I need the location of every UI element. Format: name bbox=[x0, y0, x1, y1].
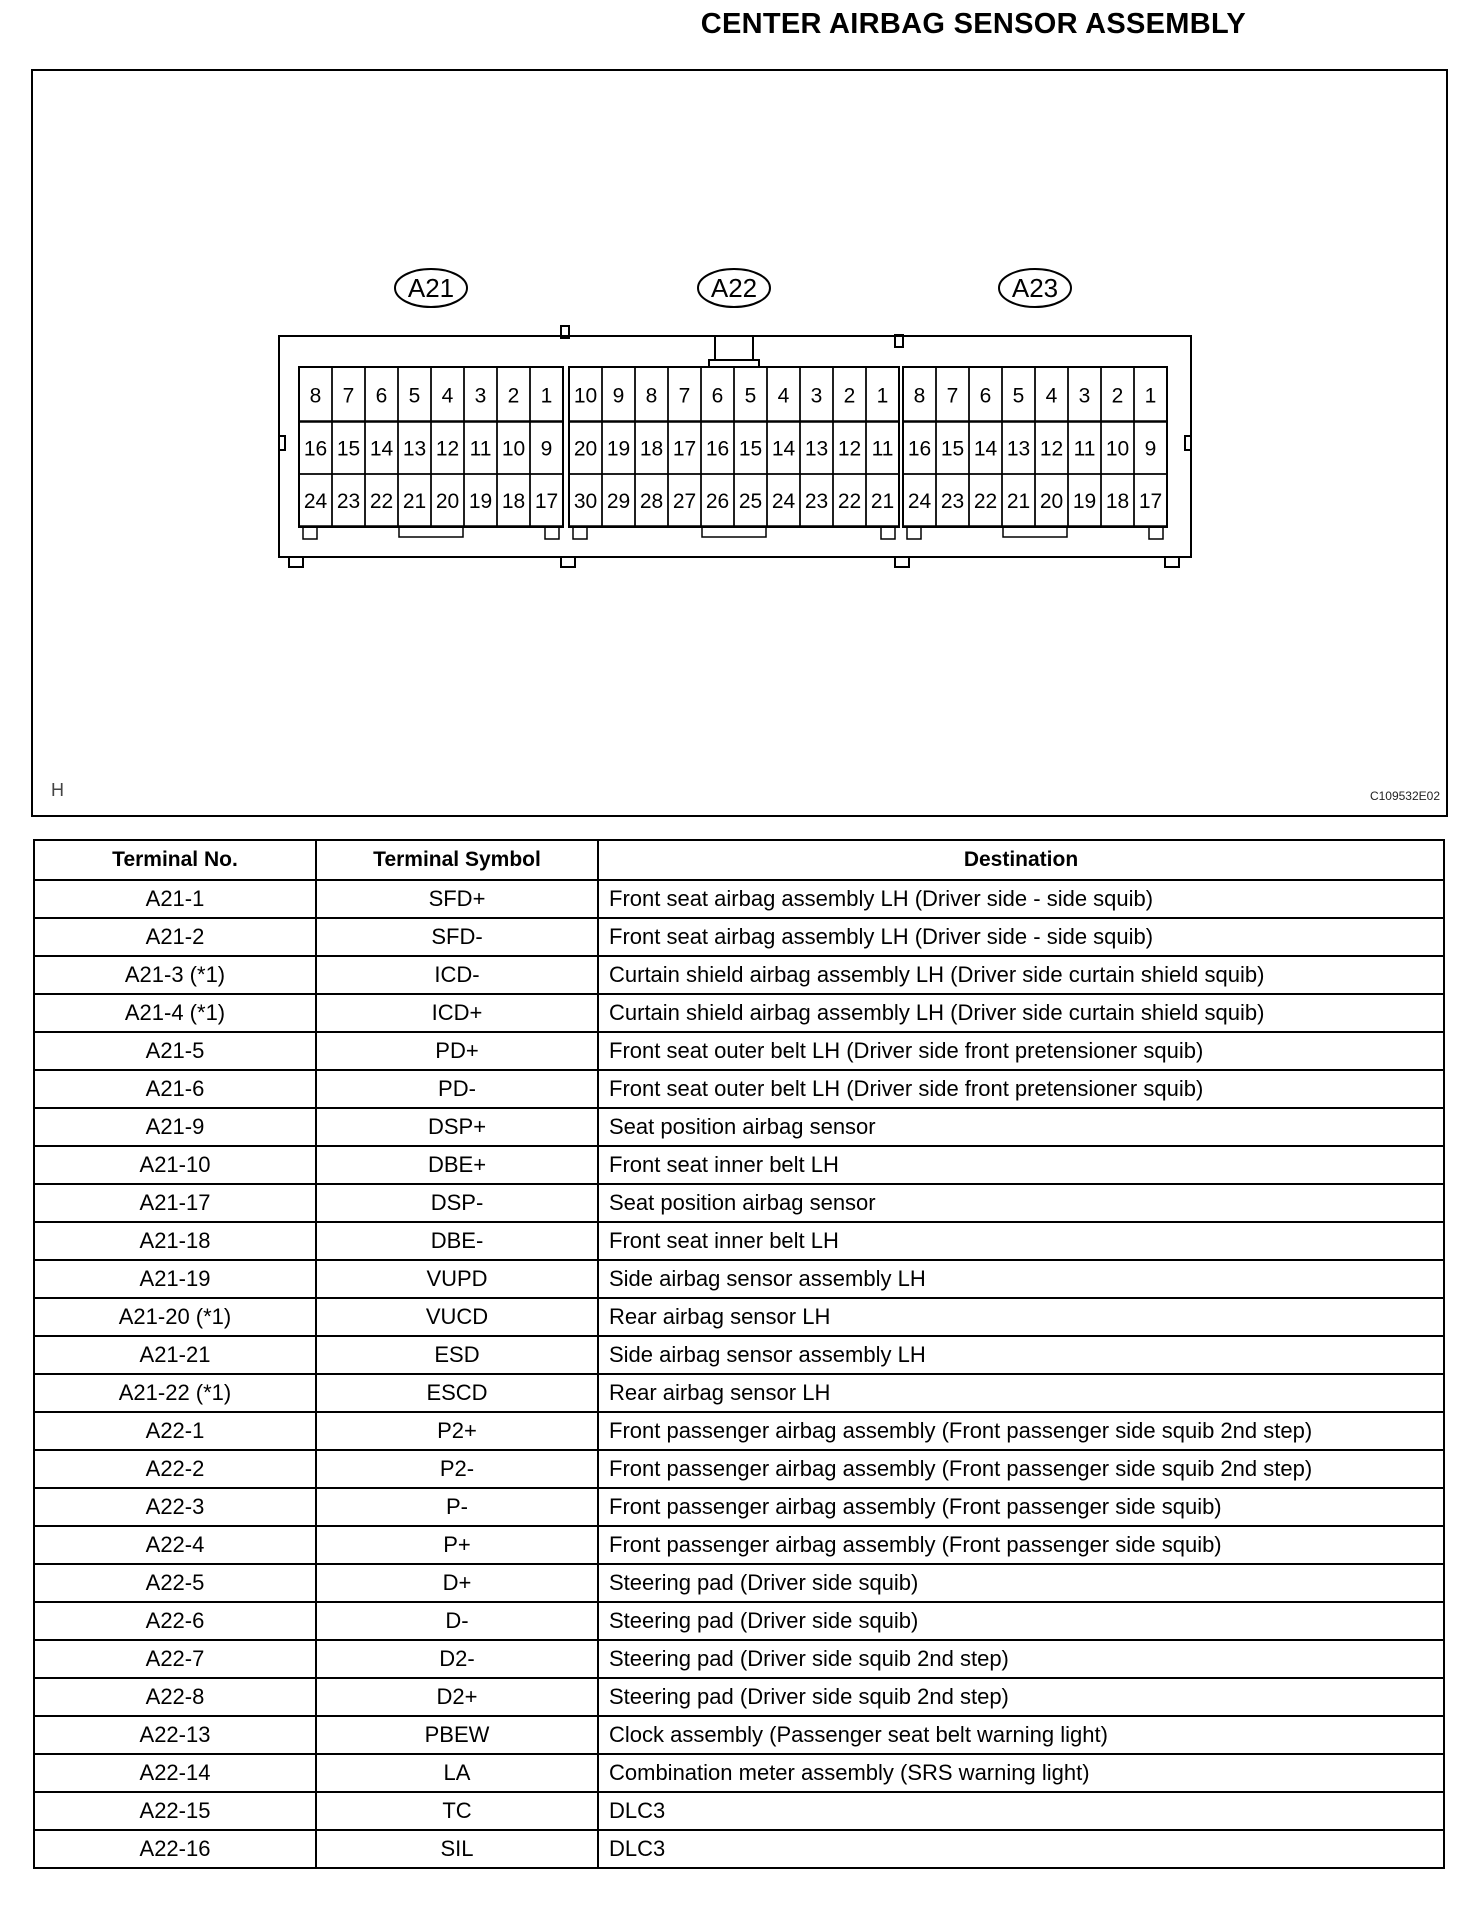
pin-number: 23 bbox=[940, 490, 965, 513]
terminal-no-cell: A22-6 bbox=[34, 1602, 316, 1640]
destination-cell: Steering pad (Driver side squib 2nd step) bbox=[598, 1640, 1444, 1678]
pin-number: 24 bbox=[907, 490, 932, 513]
table-row bbox=[34, 1640, 1444, 1678]
center-rib bbox=[399, 527, 463, 537]
terminal-symbol-cell: DSP+ bbox=[316, 1108, 598, 1146]
pin-number: 14 bbox=[973, 437, 998, 461]
pin-number: 4 bbox=[1045, 384, 1058, 408]
table-row bbox=[34, 1298, 1444, 1336]
pin-number: 16 bbox=[907, 437, 932, 461]
destination-cell: Front passenger airbag assembly (Front passenger side squib) bbox=[598, 1488, 1444, 1526]
pin-number: 29 bbox=[606, 490, 631, 513]
table-row bbox=[34, 1792, 1444, 1830]
pin-number: 26 bbox=[705, 490, 730, 513]
pin-number: 6 bbox=[979, 384, 992, 408]
pin-number: 13 bbox=[402, 437, 427, 461]
table-row bbox=[34, 1412, 1444, 1450]
pin-number: 23 bbox=[804, 490, 829, 513]
table-row bbox=[34, 1032, 1444, 1070]
housing-latch-base bbox=[709, 360, 759, 367]
pin-number: 3 bbox=[810, 384, 823, 408]
housing-foot bbox=[289, 557, 303, 567]
pin-number: 16 bbox=[303, 437, 328, 461]
diagram-corner-label: H bbox=[51, 780, 64, 800]
pin-number: 11 bbox=[469, 437, 492, 461]
pin-number: 4 bbox=[777, 384, 790, 408]
terminal-no-cell: A21-20 (*1) bbox=[34, 1298, 316, 1336]
pin-number: 6 bbox=[375, 384, 388, 408]
terminal-symbol-cell: SFD- bbox=[316, 918, 598, 956]
pin-number: 19 bbox=[606, 437, 631, 461]
destination-cell: Seat position airbag sensor bbox=[598, 1184, 1444, 1222]
connector-diagram bbox=[31, 69, 1448, 817]
pin-number: 20 bbox=[573, 437, 598, 461]
pin-number: 17 bbox=[1138, 490, 1163, 513]
pin-number: 25 bbox=[738, 490, 763, 513]
pin-number: 17 bbox=[534, 490, 559, 513]
pin-number: 14 bbox=[369, 437, 394, 461]
destination-cell: Combination meter assembly (SRS warning light) bbox=[598, 1754, 1444, 1792]
pin-number: 10 bbox=[1105, 437, 1130, 461]
destination-cell: Front passenger airbag assembly (Front passenger side squib 2nd step) bbox=[598, 1450, 1444, 1488]
terminal-symbol-cell: SFD+ bbox=[316, 880, 598, 918]
destination-cell: Steering pad (Driver side squib) bbox=[598, 1564, 1444, 1602]
terminal-no-cell: A21-10 bbox=[34, 1146, 316, 1184]
table-row bbox=[34, 1716, 1444, 1754]
terminal-symbol-cell: TC bbox=[316, 1792, 598, 1830]
table-row bbox=[34, 1830, 1444, 1868]
destination-cell: Steering pad (Driver side squib) bbox=[598, 1602, 1444, 1640]
terminal-no-cell: A22-16 bbox=[34, 1830, 316, 1868]
lock-tab bbox=[303, 527, 317, 539]
terminal-no-cell: A22-14 bbox=[34, 1754, 316, 1792]
pin-number: 15 bbox=[336, 437, 361, 461]
table-row bbox=[34, 1564, 1444, 1602]
pin-number: 13 bbox=[804, 437, 829, 461]
pin-number: 7 bbox=[946, 384, 959, 408]
terminal-no-cell: A21-18 bbox=[34, 1222, 316, 1260]
terminal-symbol-cell: ICD+ bbox=[316, 994, 598, 1032]
terminal-symbol-cell: PD- bbox=[316, 1070, 598, 1108]
pin-number: 1 bbox=[876, 384, 889, 408]
pin-number: 5 bbox=[744, 384, 757, 408]
pin-number: 8 bbox=[913, 384, 926, 408]
pin-number: 21 bbox=[870, 490, 895, 513]
destination-cell: Front passenger airbag assembly (Front passenger side squib) bbox=[598, 1526, 1444, 1564]
table-row bbox=[34, 1070, 1444, 1108]
center-rib bbox=[702, 527, 766, 537]
terminal-no-cell: A21-21 bbox=[34, 1336, 316, 1374]
destination-cell: Rear airbag sensor LH bbox=[598, 1374, 1444, 1412]
destination-cell: Front passenger airbag assembly (Front passenger side squib 2nd step) bbox=[598, 1412, 1444, 1450]
pin-number: 17 bbox=[672, 437, 697, 461]
pin-number: 9 bbox=[612, 384, 625, 408]
terminal-no-cell: A21-3 (*1) bbox=[34, 956, 316, 994]
pin-number: 20 bbox=[1039, 490, 1064, 513]
terminal-no-cell: A21-17 bbox=[34, 1184, 316, 1222]
destination-cell: Front seat outer belt LH (Driver side front pretensioner squib) bbox=[598, 1032, 1444, 1070]
pin-number: 21 bbox=[402, 490, 427, 513]
housing-side-notch bbox=[1185, 436, 1191, 450]
housing-foot bbox=[895, 557, 909, 567]
table-row bbox=[34, 1678, 1444, 1716]
pin-number: 23 bbox=[336, 490, 361, 513]
header-destination: Destination bbox=[598, 840, 1444, 880]
terminal-symbol-cell: DBE- bbox=[316, 1222, 598, 1260]
pin-number: 8 bbox=[309, 384, 322, 408]
terminal-symbol-cell: P2+ bbox=[316, 1412, 598, 1450]
destination-cell: DLC3 bbox=[598, 1830, 1444, 1868]
terminal-symbol-cell: ESD bbox=[316, 1336, 598, 1374]
terminal-no-cell: A22-3 bbox=[34, 1488, 316, 1526]
header-terminal-no: Terminal No. bbox=[34, 840, 316, 880]
center-rib bbox=[1003, 527, 1067, 537]
pin-number: 22 bbox=[837, 490, 862, 513]
terminal-no-cell: A22-8 bbox=[34, 1678, 316, 1716]
pin-number: 18 bbox=[639, 437, 664, 461]
table-row bbox=[34, 994, 1444, 1032]
pin-number: 5 bbox=[1012, 384, 1025, 408]
terminal-symbol-cell: P2- bbox=[316, 1450, 598, 1488]
terminal-no-cell: A22-5 bbox=[34, 1564, 316, 1602]
pin-number: 12 bbox=[1039, 437, 1064, 461]
destination-cell: Curtain shield airbag assembly LH (Driver side curtain shield squib) bbox=[598, 956, 1444, 994]
destination-cell: Front seat airbag assembly LH (Driver side - side squib) bbox=[598, 918, 1444, 956]
terminal-no-cell: A21-19 bbox=[34, 1260, 316, 1298]
connector-id-label: A22 bbox=[710, 273, 758, 303]
destination-cell: Front seat outer belt LH (Driver side front pretensioner squib) bbox=[598, 1070, 1444, 1108]
terminal-symbol-cell: VUCD bbox=[316, 1298, 598, 1336]
terminal-symbol-cell: D2- bbox=[316, 1640, 598, 1678]
table-row bbox=[34, 1526, 1444, 1564]
pin-number: 24 bbox=[771, 490, 796, 513]
table-body bbox=[34, 880, 1444, 1868]
terminal-no-cell: A21-4 (*1) bbox=[34, 994, 316, 1032]
table-row bbox=[34, 880, 1444, 918]
connector-id-label: A23 bbox=[1011, 273, 1059, 303]
terminal-symbol-cell: SIL bbox=[316, 1830, 598, 1868]
pin-number: 9 bbox=[540, 437, 553, 461]
pin-number: 22 bbox=[973, 490, 998, 513]
terminal-no-cell: A22-2 bbox=[34, 1450, 316, 1488]
pin-number: 2 bbox=[507, 384, 520, 408]
page-title: CENTER AIRBAG SENSOR ASSEMBLY bbox=[700, 8, 1246, 40]
lock-tab bbox=[907, 527, 921, 539]
pin-number: 10 bbox=[501, 437, 526, 461]
table-row bbox=[34, 1260, 1444, 1298]
table-row bbox=[34, 1754, 1444, 1792]
terminal-no-cell: A21-5 bbox=[34, 1032, 316, 1070]
pin-number: 10 bbox=[573, 384, 598, 408]
pin-number: 13 bbox=[1006, 437, 1031, 461]
destination-cell: Side airbag sensor assembly LH bbox=[598, 1260, 1444, 1298]
destination-cell: Front seat airbag assembly LH (Driver side - side squib) bbox=[598, 880, 1444, 918]
pin-number: 24 bbox=[303, 490, 328, 513]
pin-number: 28 bbox=[639, 490, 664, 513]
pin-number: 7 bbox=[678, 384, 691, 408]
pin-number: 18 bbox=[1105, 490, 1130, 513]
lock-tab bbox=[545, 527, 559, 539]
terminal-no-cell: A21-2 bbox=[34, 918, 316, 956]
pin-number: 12 bbox=[435, 437, 460, 461]
table-row bbox=[34, 1602, 1444, 1640]
connector-svg bbox=[33, 71, 1446, 815]
housing-side-notch bbox=[279, 436, 285, 450]
terminal-symbol-cell: VUPD bbox=[316, 1260, 598, 1298]
table-row bbox=[34, 1222, 1444, 1260]
lock-tab bbox=[881, 527, 895, 539]
pin-number: 1 bbox=[1144, 384, 1157, 408]
pin-number: 30 bbox=[573, 490, 598, 513]
destination-cell: Front seat inner belt LH bbox=[598, 1222, 1444, 1260]
pin-number: 6 bbox=[711, 384, 724, 408]
terminal-symbol-cell: P+ bbox=[316, 1526, 598, 1564]
pin-number: 14 bbox=[771, 437, 796, 461]
pin-number: 3 bbox=[474, 384, 487, 408]
destination-cell: Steering pad (Driver side squib 2nd step) bbox=[598, 1678, 1444, 1716]
destination-cell: Curtain shield airbag assembly LH (Driver side curtain shield squib) bbox=[598, 994, 1444, 1032]
terminal-symbol-cell: D+ bbox=[316, 1564, 598, 1602]
lock-tab bbox=[1149, 527, 1163, 539]
terminal-symbol-cell: PBEW bbox=[316, 1716, 598, 1754]
pin-number: 21 bbox=[1006, 490, 1031, 513]
terminal-no-cell: A21-6 bbox=[34, 1070, 316, 1108]
pin-number: 1 bbox=[540, 384, 553, 408]
housing-foot bbox=[1165, 557, 1179, 567]
pin-number: 4 bbox=[441, 384, 454, 408]
terminal-symbol-cell: D2+ bbox=[316, 1678, 598, 1716]
terminal-symbol-cell: PD+ bbox=[316, 1032, 598, 1070]
terminal-no-cell: A22-4 bbox=[34, 1526, 316, 1564]
terminal-no-cell: A22-13 bbox=[34, 1716, 316, 1754]
terminal-no-cell: A21-1 bbox=[34, 880, 316, 918]
pin-number: 20 bbox=[435, 490, 460, 513]
pin-number: 18 bbox=[501, 490, 526, 513]
pin-number: 22 bbox=[369, 490, 394, 513]
table-row bbox=[34, 1450, 1444, 1488]
pin-number: 27 bbox=[672, 490, 697, 513]
connector-id-label: A21 bbox=[407, 273, 455, 303]
table-row bbox=[34, 1108, 1444, 1146]
terminal-no-cell: A22-7 bbox=[34, 1640, 316, 1678]
pin-number: 12 bbox=[837, 437, 862, 461]
destination-cell: DLC3 bbox=[598, 1792, 1444, 1830]
pin-number: 3 bbox=[1078, 384, 1091, 408]
pin-number: 19 bbox=[1072, 490, 1097, 513]
destination-cell: Seat position airbag sensor bbox=[598, 1108, 1444, 1146]
pin-number: 15 bbox=[738, 437, 763, 461]
terminal-symbol-cell: D- bbox=[316, 1602, 598, 1640]
housing-foot bbox=[561, 557, 575, 567]
pin-number: 9 bbox=[1144, 437, 1157, 461]
terminal-symbol-cell: ESCD bbox=[316, 1374, 598, 1412]
pin-number: 8 bbox=[645, 384, 658, 408]
pin-number: 19 bbox=[468, 490, 493, 513]
pin-number: 7 bbox=[342, 384, 355, 408]
table-row bbox=[34, 1374, 1444, 1412]
table-row bbox=[34, 1184, 1444, 1222]
terminal-no-cell: A21-22 (*1) bbox=[34, 1374, 316, 1412]
terminal-symbol-cell: LA bbox=[316, 1754, 598, 1792]
diagram-figure-id: C109532E02 bbox=[1369, 789, 1440, 803]
pin-number: 2 bbox=[1111, 384, 1124, 408]
terminal-no-cell: A22-15 bbox=[34, 1792, 316, 1830]
table-row bbox=[34, 1336, 1444, 1374]
lock-tab bbox=[573, 527, 587, 539]
pin-number: 11 bbox=[1073, 437, 1096, 461]
destination-cell: Side airbag sensor assembly LH bbox=[598, 1336, 1444, 1374]
terminal-symbol-cell: DBE+ bbox=[316, 1146, 598, 1184]
terminal-symbol-cell: P- bbox=[316, 1488, 598, 1526]
pin-number: 11 bbox=[871, 437, 894, 461]
table-header-row bbox=[34, 840, 1444, 880]
table-row bbox=[34, 918, 1444, 956]
terminal-no-cell: A21-9 bbox=[34, 1108, 316, 1146]
pin-number: 15 bbox=[940, 437, 965, 461]
table-row bbox=[34, 956, 1444, 994]
destination-cell: Clock assembly (Passenger seat belt warning light) bbox=[598, 1716, 1444, 1754]
destination-cell: Front seat inner belt LH bbox=[598, 1146, 1444, 1184]
table-row bbox=[34, 1488, 1444, 1526]
terminal-symbol-cell: ICD- bbox=[316, 956, 598, 994]
terminal-no-cell: A22-1 bbox=[34, 1412, 316, 1450]
pin-number: 16 bbox=[705, 437, 730, 461]
table-row bbox=[34, 1146, 1444, 1184]
housing-latch bbox=[715, 336, 753, 360]
terminal-symbol-cell: DSP- bbox=[316, 1184, 598, 1222]
header-terminal-symbol: Terminal Symbol bbox=[316, 840, 598, 880]
destination-cell: Rear airbag sensor LH bbox=[598, 1298, 1444, 1336]
pin-number: 2 bbox=[843, 384, 856, 408]
pin-number: 5 bbox=[408, 384, 421, 408]
terminal-table bbox=[33, 839, 1445, 1869]
